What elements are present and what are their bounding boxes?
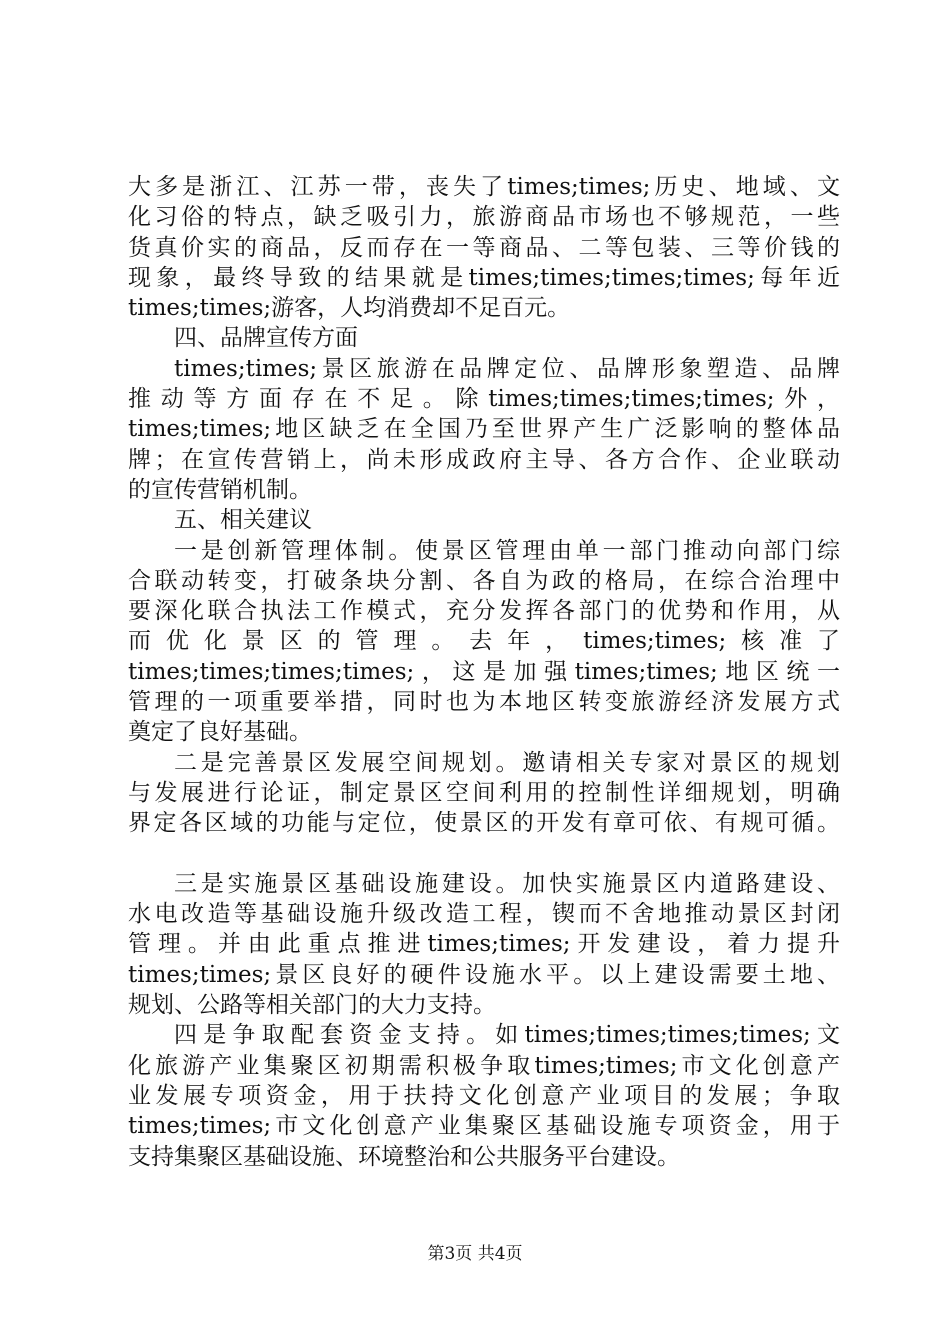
- text-line: 水电改造等基础设施升级改造工程，锲而不舍地推动景区封闭: [128, 901, 840, 928]
- page-number-footer: 第3页 共4页: [427, 1244, 523, 1264]
- text-line: 推动等方面存在不足。除times;times;times;times;外，: [128, 386, 840, 413]
- text-line: 与发展进行论证，制定景区空间利用的控制性详细规划，明确: [128, 779, 840, 806]
- text-line: times;times;景区良好的硬件设施水平。以上建设需要土地、: [128, 961, 840, 988]
- paragraph-first-line: 四是争取配套资金支持。如times;times;times;times;文: [174, 1022, 840, 1049]
- text-line: 化旅游产业集聚区初期需积极争取times;times;市文化创意产: [128, 1052, 840, 1079]
- text-line: 货真价实的商品，反而存在一等商品、二等包装、三等价钱的: [128, 234, 840, 261]
- paragraph-first-line: times;times;景区旅游在品牌定位、品牌形象塑造、品牌: [174, 355, 840, 382]
- section-heading: 四、品牌宣传方面: [174, 325, 358, 352]
- paragraph-first-line: 一是创新管理体制。使景区管理由单一部门推动向部门综: [174, 537, 840, 564]
- section-heading: 五、相关建议: [174, 507, 312, 534]
- text-line: times;times;地区缺乏在全国乃至世界产生广泛影响的整体品: [128, 416, 840, 443]
- text-line: 支持集聚区基础设施、环境整治和公共服务平台建设。: [128, 1143, 680, 1170]
- text-line: 管理。并由此重点推进times;times;开发建设，着力提升: [128, 931, 840, 958]
- text-line: 合联动转变，打破条块分割、各自为政的格局，在综合治理中: [128, 567, 840, 594]
- text-line: 业发展专项资金，用于扶持文化创意产业项目的发展；争取: [128, 1082, 840, 1109]
- text-line: times;times;times;times;，这是加强times;times;地区统一: [128, 658, 840, 685]
- document-body: [128, 172, 840, 1172]
- text-line: 的宣传营销机制。: [128, 476, 312, 503]
- text-line: 化习俗的特点，缺乏吸引力，旅游商品市场也不够规范，一些: [128, 204, 840, 231]
- paragraph-first-line: 三是实施景区基础设施建设。加快实施景区内道路建设、: [174, 870, 840, 897]
- text-line: times;times;市文化创意产业集聚区基础设施专项资金，用于: [128, 1113, 840, 1140]
- paragraph-gap: [128, 839, 840, 869]
- text-line: times;times;游客，人均消费却不足百元。: [128, 295, 571, 322]
- text-line: 奠定了良好基础。: [128, 719, 312, 746]
- text-line: 大多是浙江、江苏一带，丧失了times;times;历史、地域、文: [128, 174, 840, 200]
- text-line: 规划、公路等相关部门的大力支持。: [128, 992, 496, 1019]
- text-line: 要深化联合执法工作模式，充分发挥各部门的优势和作用，从: [128, 598, 840, 625]
- text-line: 界定各区域的功能与定位，使景区的开发有章可依、有规可循。: [128, 810, 840, 837]
- text-line: 管理的一项重要举措，同时也为本地区转变旅游经济发展方式: [128, 689, 840, 716]
- paragraph-first-line: 二是完善景区发展空间规划。邀请相关专家对景区的规划: [174, 749, 840, 776]
- text-line: 而优化景区的管理。去年，times;times;核准了: [128, 628, 840, 655]
- text-line: 现象，最终导致的结果就是times;times;times;times;每年近: [128, 264, 840, 291]
- text-line: 牌；在宣传营销上，尚未形成政府主导、各方合作、企业联动: [128, 446, 840, 473]
